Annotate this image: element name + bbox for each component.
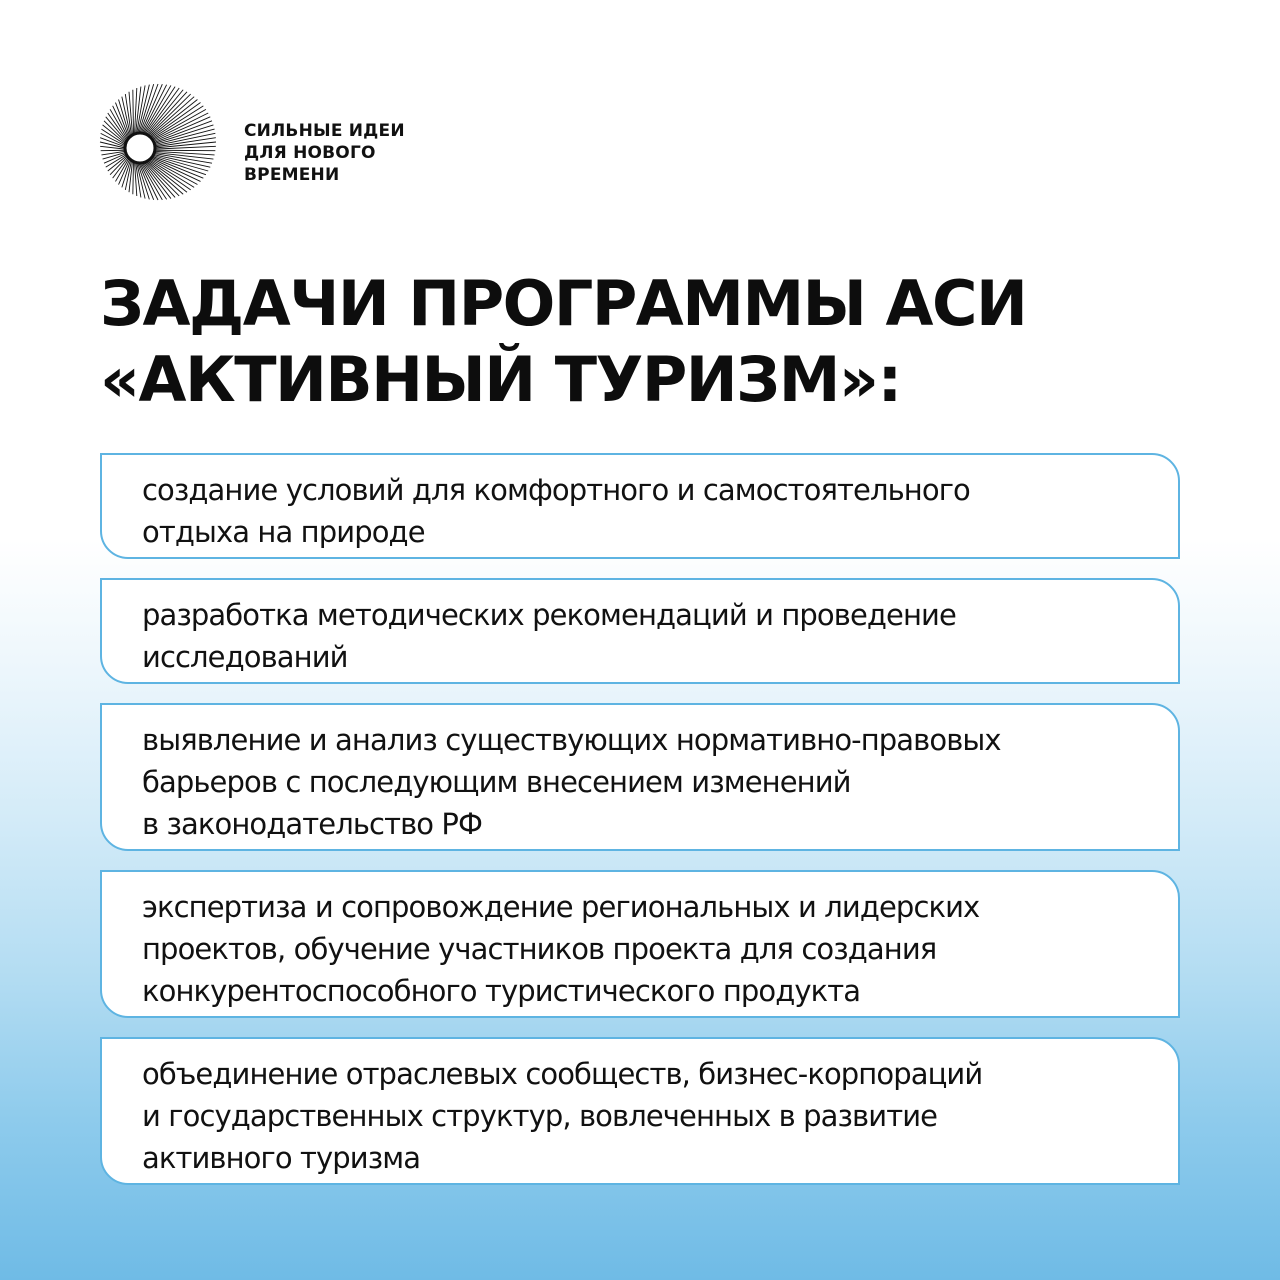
title-line-2: «АКТИВНЫЙ ТУРИЗМ»:: [100, 343, 901, 416]
brand-line-3: ВРЕМЕНИ: [244, 165, 340, 185]
task-list: [100, 453, 1180, 1204]
task-text: создание условий для комфортного и самостоятельного отдыха на природе: [142, 473, 970, 549]
page-title: [100, 266, 1220, 418]
title-line-1: ЗАДАЧИ ПРОГРАММЫ АСИ: [100, 267, 1027, 340]
task-card: [100, 703, 1180, 851]
task-text: выявление и анализ существующих нормативно-правовых барьеров с последующим внесением изменений в законодательство РФ: [142, 723, 1001, 841]
brand-name: [244, 120, 405, 186]
task-card: [100, 1037, 1180, 1185]
task-card: [100, 870, 1180, 1018]
brand-line-2: ДЛЯ НОВОГО: [244, 143, 376, 163]
brand-line-1: СИЛЬНЫЕ ИДЕИ: [244, 121, 405, 141]
task-text: объединение отраслевых сообществ, бизнес-корпораций и государственных структур, вовлеченных в развитие активного туризма: [142, 1057, 983, 1175]
task-text: экспертиза и сопровождение региональных и лидерских проектов, обучение участников проекта для создания конкурентоспособного туристического продукта: [142, 890, 980, 1008]
task-card: [100, 578, 1180, 684]
sunburst-logo-icon: [96, 80, 220, 204]
task-card: [100, 453, 1180, 559]
task-text: разработка методических рекомендаций и проведение исследований: [142, 598, 956, 674]
